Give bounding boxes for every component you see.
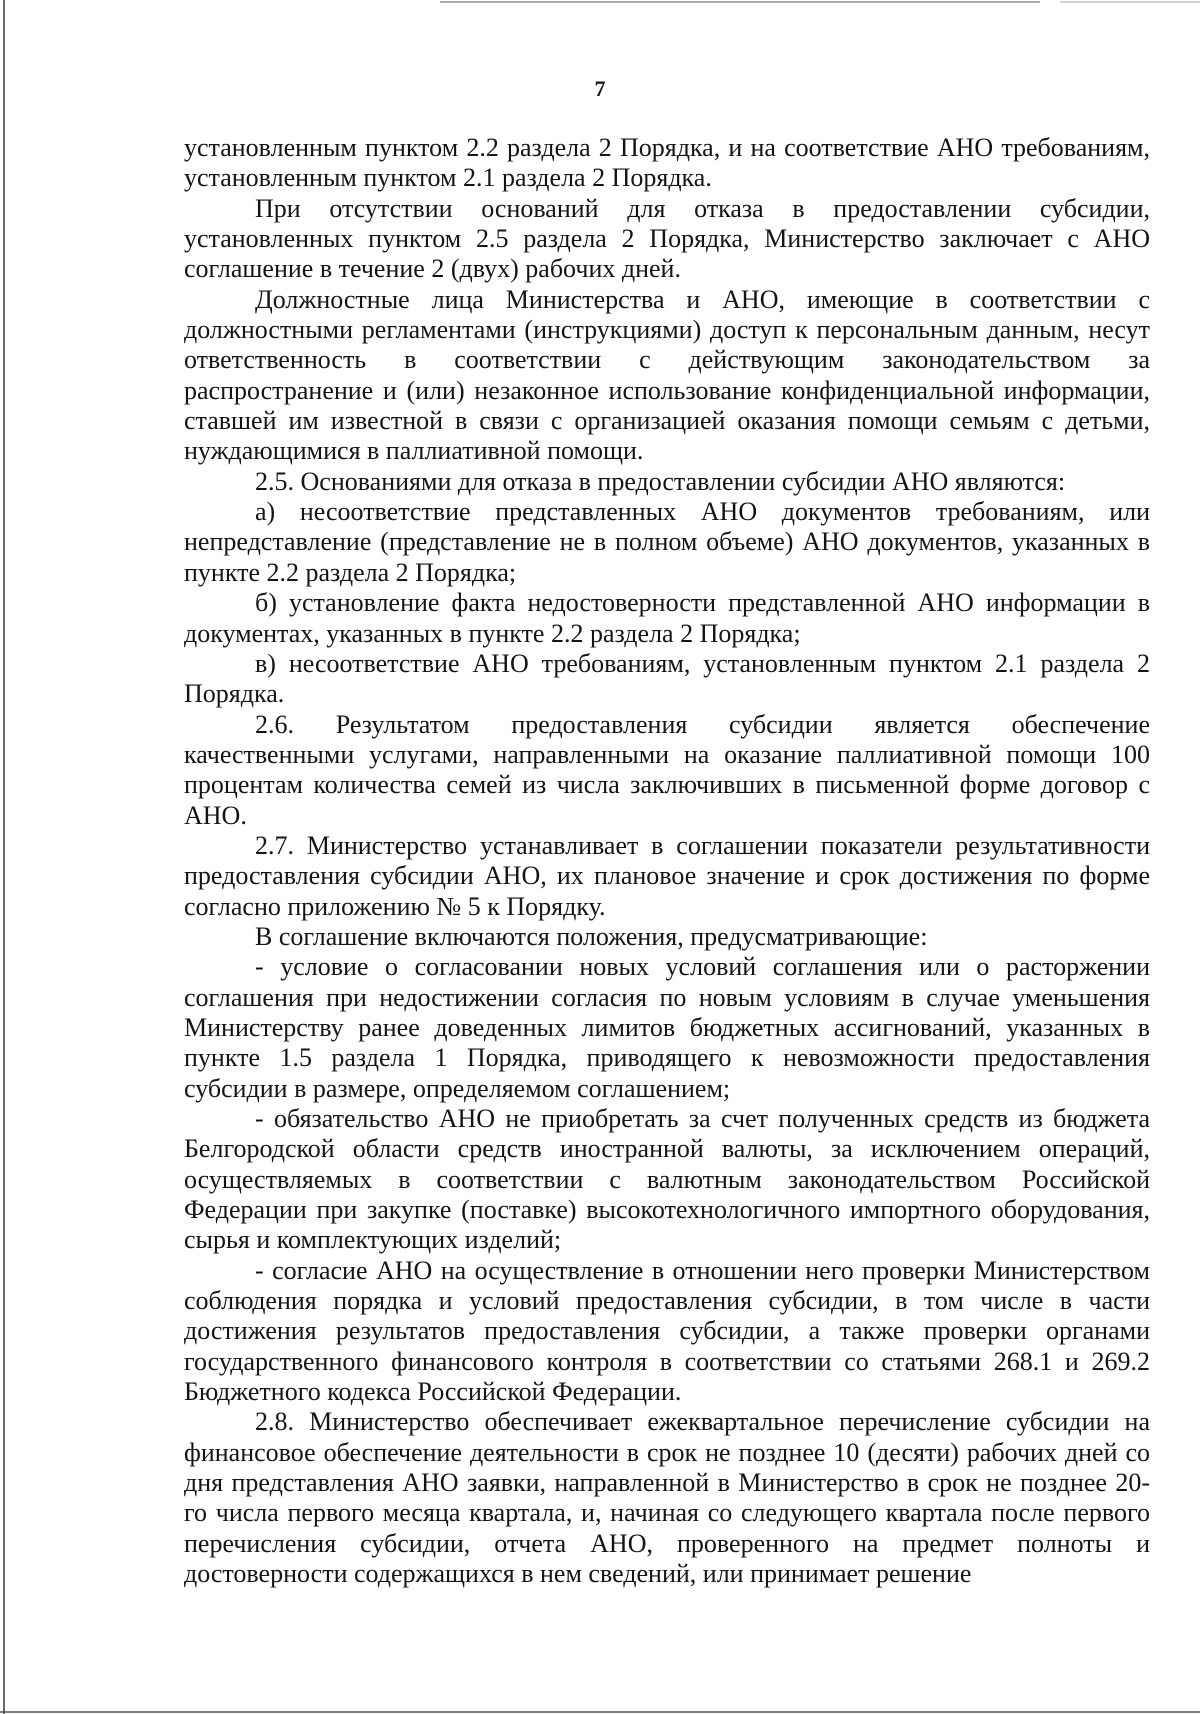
provision-item-currency: - обязательство АНО не приобретать за счет полученных средств из бюджета Белгородской области средств иностранной валюты, за исключением операций, осуществляемых в соответствии с валютным законодательством Российской Федерации при закупке (поставке) высокотехнологичного импортного оборудования, сырья и комплектующих изделий; xyxy=(184,1104,1150,1255)
scan-edge-top xyxy=(440,1,1040,3)
provision-item-audit-consent: - согласие АНО на осуществление в отношении него проверки Министерством соблюдения порядка и условий предоставления субсидии, в том числе в части достижения результатов предоставления субсидии, а также проверки органами государственного финансового контроля в соответствии со статьями 268.1 и 269.2 Бюджетного кодекса Российской Федерации. xyxy=(184,1255,1150,1407)
paragraph-continuation: установленным пунктом 2.2 раздела 2 Порядка, и на соответствие АНО требованиям, установленным пунктом 2.1 раздела 2 Порядка. xyxy=(184,133,1150,193)
paragraph-2-8: 2.8. Министерство обеспечивает ежеквартальное перечисление субсидии на финансовое обеспечение деятельности в срок не позднее 10 (десяти) рабочих дней со дня представления АНО заявки, направленной в Министерство в срок не позднее 20-го числа первого месяца квартала, и, начиная со следующего квартала после первого перечисления субсидии, отчета АНО, проверенного на предмет полноты и достоверности содержащихся в нем сведений, или принимает решение xyxy=(184,1407,1150,1589)
paragraph-agreement-conclusion: При отсутствии оснований для отказа в предоставлении субсидии, установленных пунктом 2.5 раздела 2 Порядка, Министерство заключает с АНО соглашение в течение 2 (двух) рабочих дней. xyxy=(184,193,1150,284)
list-item-v: в) несоответствие АНО требованиям, установленным пунктом 2.1 раздела 2 Порядка. xyxy=(184,648,1150,709)
scan-edge-left xyxy=(3,0,5,1714)
scan-edge-bottom xyxy=(0,1711,1200,1713)
paragraph-agreement-provisions: В соглашение включаются положения, предусматривающие: xyxy=(255,921,928,951)
paragraph-2-5: 2.5. Основаниями для отказа в предоставлении субсидии АНО являются: xyxy=(255,466,1066,496)
list-item-a: а) несоответствие представленных АНО документов требованиям, или непредставление (представление не в полном объеме) АНО документов, указанных в пункте 2.2 раздела 2 Порядка; xyxy=(184,497,1150,587)
list-item-b: б) установление факта недостоверности представленной АНО информации в документах, указанных в пункте 2.2 раздела 2 Порядка; xyxy=(184,588,1150,648)
page-number: 7 xyxy=(594,76,606,101)
document-body xyxy=(184,133,1150,1590)
paragraph-officials-responsibility: Должностные лица Министерства и АНО, имеющие в соответствии с должностными регламентами (инструкциями) доступ к персональным данным, несут ответственность в соответствии с действующим законодательством за распространение и (или) незаконное использование конфиденциальной информации, ставшей им известной в связи с организацией оказания помощи семьям с детьми, нуждающимися в паллиативной помощи. xyxy=(184,284,1150,466)
scan-edge-top-right xyxy=(1060,1,1200,3)
paragraph-2-7: 2.7. Министерство устанавливает в соглашении показатели результативности предоставления субсидии АНО, их плановое значение и срок достижения по форме согласно приложению № 5 к Порядку. xyxy=(184,830,1150,921)
paragraph-2-6: 2.6. Результатом предоставления субсидии является обеспечение качественными услугами, направленными на оказание паллиативной помощи 100 процентам количества семей из числа заключивших в письменной форме договор с АНО. xyxy=(184,709,1150,830)
provision-item-renegotiation: - условие о согласовании новых условий соглашения или о расторжении соглашения при недостижении согласия по новым условиям в случае уменьшения Министерству ранее доведенных лимитов бюджетных ассигнований, указанных в пункте 1.5 раздела 1 Порядка, приводящего к невозможности предоставления субсидии в размере, определяемом соглашением; xyxy=(184,952,1150,1103)
